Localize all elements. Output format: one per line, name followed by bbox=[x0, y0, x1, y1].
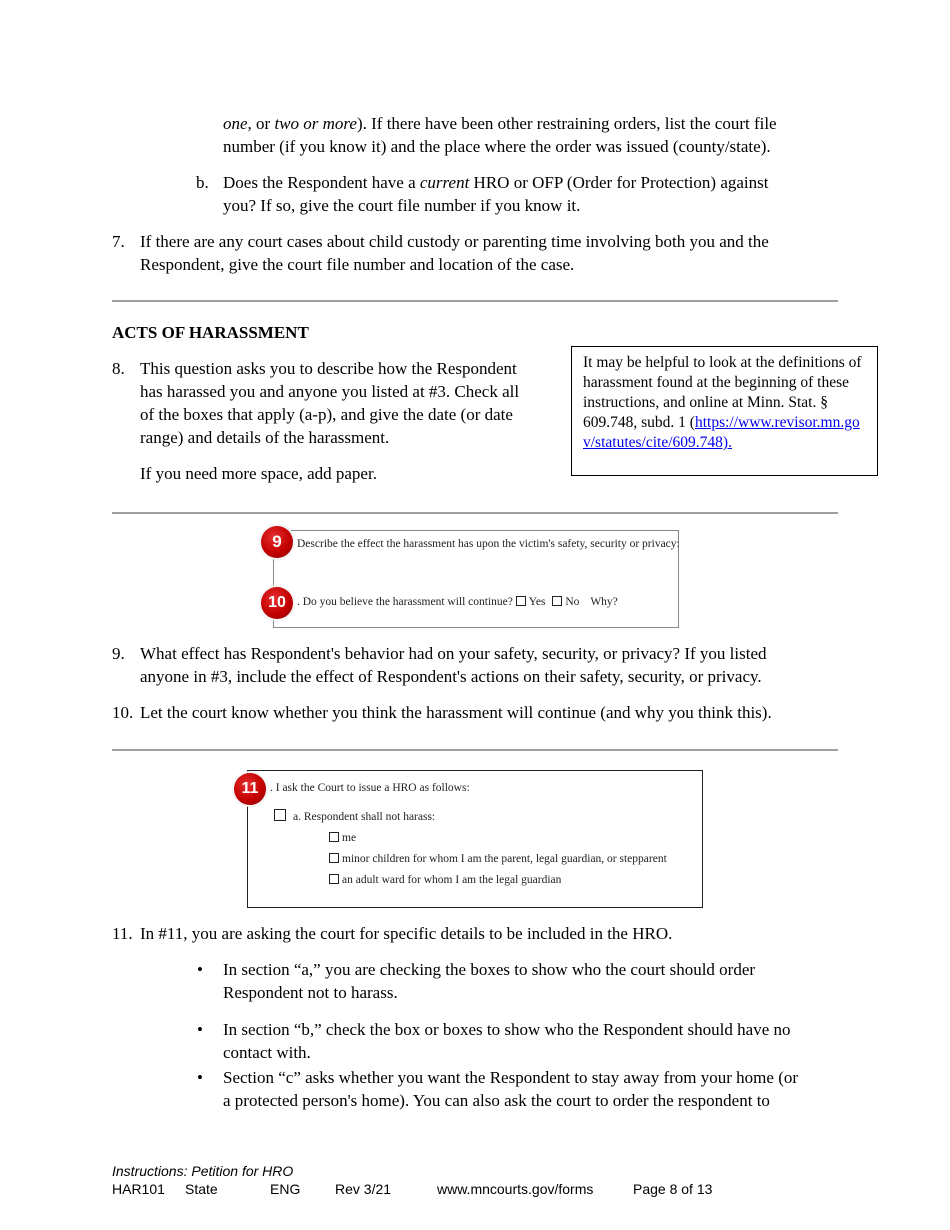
excerpt-question-10: . Do you believe the harassment will continue? Yes No Why? bbox=[297, 596, 618, 608]
item-11-bullet-b: In section “b,” check the box or boxes to show who the Respondent should have no contact with. bbox=[223, 1020, 791, 1062]
harassment-definition-note: It may be helpful to look at the definitions of harassment found at the beginning of these instructions, and online at Minn. Stat. § 609.748, subd. 1 (https://www.revisor.mn.gov/statutes/cite/609.748). bbox=[571, 346, 878, 476]
excerpt-11-suboption: me bbox=[329, 831, 356, 845]
bullet-symbol: • bbox=[197, 1068, 203, 1087]
item-10-number: 10. bbox=[112, 703, 134, 722]
bullet-symbol: • bbox=[197, 1020, 203, 1039]
footer-form-id: HAR101 bbox=[112, 1181, 165, 1197]
checkbox-a bbox=[274, 809, 286, 821]
item-8-extra: If you need more space, add paper. bbox=[140, 464, 377, 483]
item-7-text: If there are any court cases about child custody or parenting time involving both you and the Respondent, give the court file number and location of the case. bbox=[140, 232, 769, 274]
section-heading-acts-of-harassment: ACTS OF HARASSMENT bbox=[112, 323, 309, 342]
badge-9: 9 bbox=[261, 526, 293, 558]
checkbox-adult-ward bbox=[329, 874, 339, 884]
item-7-number: 7. bbox=[112, 232, 125, 251]
item-11-bullet-a: In section “a,” you are checking the boxes to show who the court should order Respondent not to harass. bbox=[223, 960, 756, 1002]
divider bbox=[112, 300, 838, 302]
footer-language: ENG bbox=[270, 1181, 301, 1197]
excerpt-11-title: . I ask the Court to issue a HRO as follows: bbox=[270, 782, 470, 794]
badge-10: 10 bbox=[261, 587, 293, 619]
checkbox-no bbox=[552, 596, 562, 606]
form-excerpt-question-11 bbox=[247, 770, 703, 908]
item-6a-continuation: one, or two or more). If there have been other restraining orders, list the court file number (if you know it) and the place where the order was issued (county/state). bbox=[223, 114, 777, 156]
badge-11: 11 bbox=[234, 773, 266, 805]
excerpt-11-option-a: a. Respondent shall not harass: bbox=[274, 809, 435, 824]
bullet-symbol: • bbox=[197, 960, 203, 979]
item-6b-label: b. bbox=[196, 173, 209, 192]
item-11-number: 11. bbox=[112, 924, 133, 943]
item-8-text: This question asks you to describe how the Respondent has harassed you and anyone you listed at #3. Check all of the boxes that apply (a-p), and give the date (or date range) and details of the harassment. bbox=[140, 359, 520, 447]
item-8-number: 8. bbox=[112, 359, 125, 378]
item-9-number: 9. bbox=[112, 644, 125, 663]
excerpt-question-9: Describe the effect the harassment has upon the victim's safety, security or privacy: bbox=[297, 538, 680, 550]
form-excerpt-questions-9-10 bbox=[273, 530, 679, 628]
excerpt-11-suboption: minor children for whom I am the parent, legal guardian, or stepparent bbox=[329, 852, 667, 866]
footer-url: www.mncourts.gov/forms bbox=[437, 1181, 594, 1197]
footer-page-number: Page 8 of 13 bbox=[633, 1181, 713, 1197]
footer-revision: Rev 3/21 bbox=[335, 1181, 392, 1197]
divider bbox=[112, 749, 838, 751]
checkbox-yes bbox=[516, 596, 526, 606]
item-9-text: What effect has Respondent's behavior had on your safety, security, or privacy? If you listed anyone in #3, include the effect of Respondent's actions on their safety, security, or privacy. bbox=[140, 644, 767, 686]
checkbox-me bbox=[329, 832, 339, 842]
item-10-text: Let the court know whether you think the harassment will continue (and why you think this). bbox=[140, 703, 772, 722]
footer-jurisdiction: State bbox=[185, 1181, 218, 1197]
item-11-bullet-c: Section “c” asks whether you want the Respondent to stay away from your home (or a protected person's home). You can also ask the court to order the respondent to bbox=[223, 1068, 799, 1110]
statute-link[interactable]: https://www.revisor.mn.gov/statutes/cite/609.748). bbox=[583, 414, 860, 451]
divider bbox=[112, 512, 838, 514]
item-11-text: In #11, you are asking the court for specific details to be included in the HRO. bbox=[140, 924, 673, 943]
item-6b-text: Does the Respondent have a current HRO or OFP (Order for Protection) against you? If so, give the court file number if you know it. bbox=[223, 173, 769, 215]
footer-title: Instructions: Petition for HRO bbox=[112, 1163, 294, 1179]
checkbox-minor-children bbox=[329, 853, 339, 863]
excerpt-11-suboption: an adult ward for whom I am the legal guardian bbox=[329, 873, 561, 887]
